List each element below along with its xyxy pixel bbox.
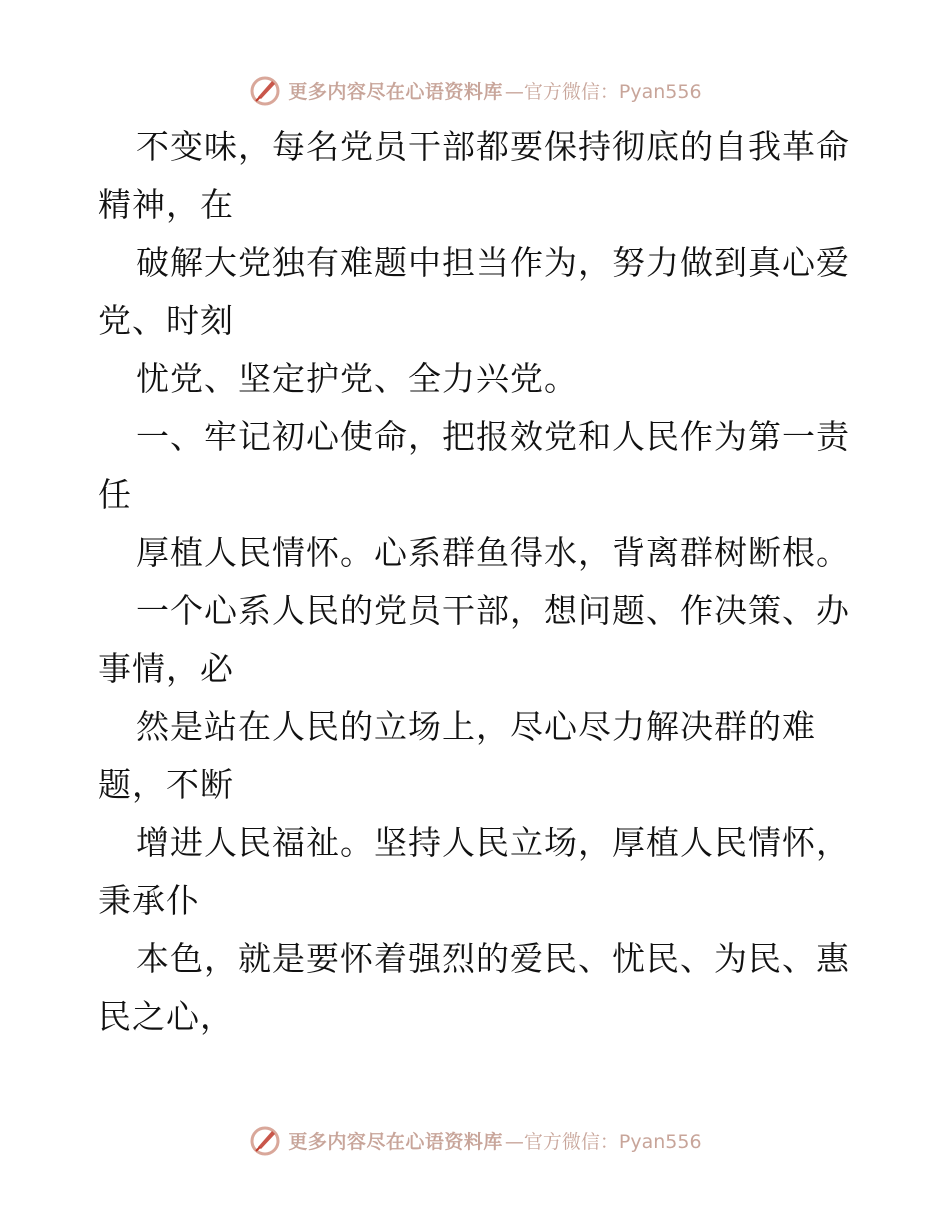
banner-title: 更多内容尽在心语资料库 — [288, 1130, 503, 1153]
text-line: 忧党、坚定护党、全力兴党。 — [136, 359, 578, 398]
text-line: 题，不断 — [98, 765, 234, 804]
text-line: 然是站在人民的立场上，尽心尽力解决群的难 — [136, 707, 816, 746]
document-body — [98, 118, 858, 1046]
text-line: 破解大党独有难题中担当作为，努力做到真心爱 — [136, 243, 850, 282]
quill-logo-icon — [248, 1123, 282, 1157]
text-line: 厚植人民情怀。心系群鱼得水，背离群树断根。 — [136, 533, 850, 572]
text-line: 党、时刻 — [98, 301, 234, 340]
banner-title: 更多内容尽在心语资料库 — [288, 80, 503, 103]
text-line: 本色，就是要怀着强烈的爱民、忧民、为民、惠 — [136, 939, 850, 978]
quill-logo-icon — [248, 73, 282, 107]
header-banner — [0, 70, 950, 110]
section-heading: 一、牢记初心使命，把报效党和人民作为第一责 — [136, 417, 850, 456]
text-line: 任 — [98, 475, 132, 514]
text-line: 增进人民福祉。坚持人民立场，厚植人民情怀， — [136, 823, 850, 862]
banner-wechat: —官方微信：Pyan556 — [504, 80, 702, 103]
text-line: 秉承仆 — [98, 881, 200, 920]
text-line: 一个心系人民的党员干部，想问题、作决策、办 — [136, 591, 850, 630]
banner-wechat: —官方微信：Pyan556 — [504, 1130, 702, 1153]
text-line: 精神，在 — [98, 185, 234, 224]
text-line: 不变味，每名党员干部都要保持彻底的自我革命 — [136, 127, 850, 166]
footer-banner — [0, 1120, 950, 1160]
text-line: 民之心， — [98, 997, 234, 1036]
text-line: 事情，必 — [98, 649, 234, 688]
